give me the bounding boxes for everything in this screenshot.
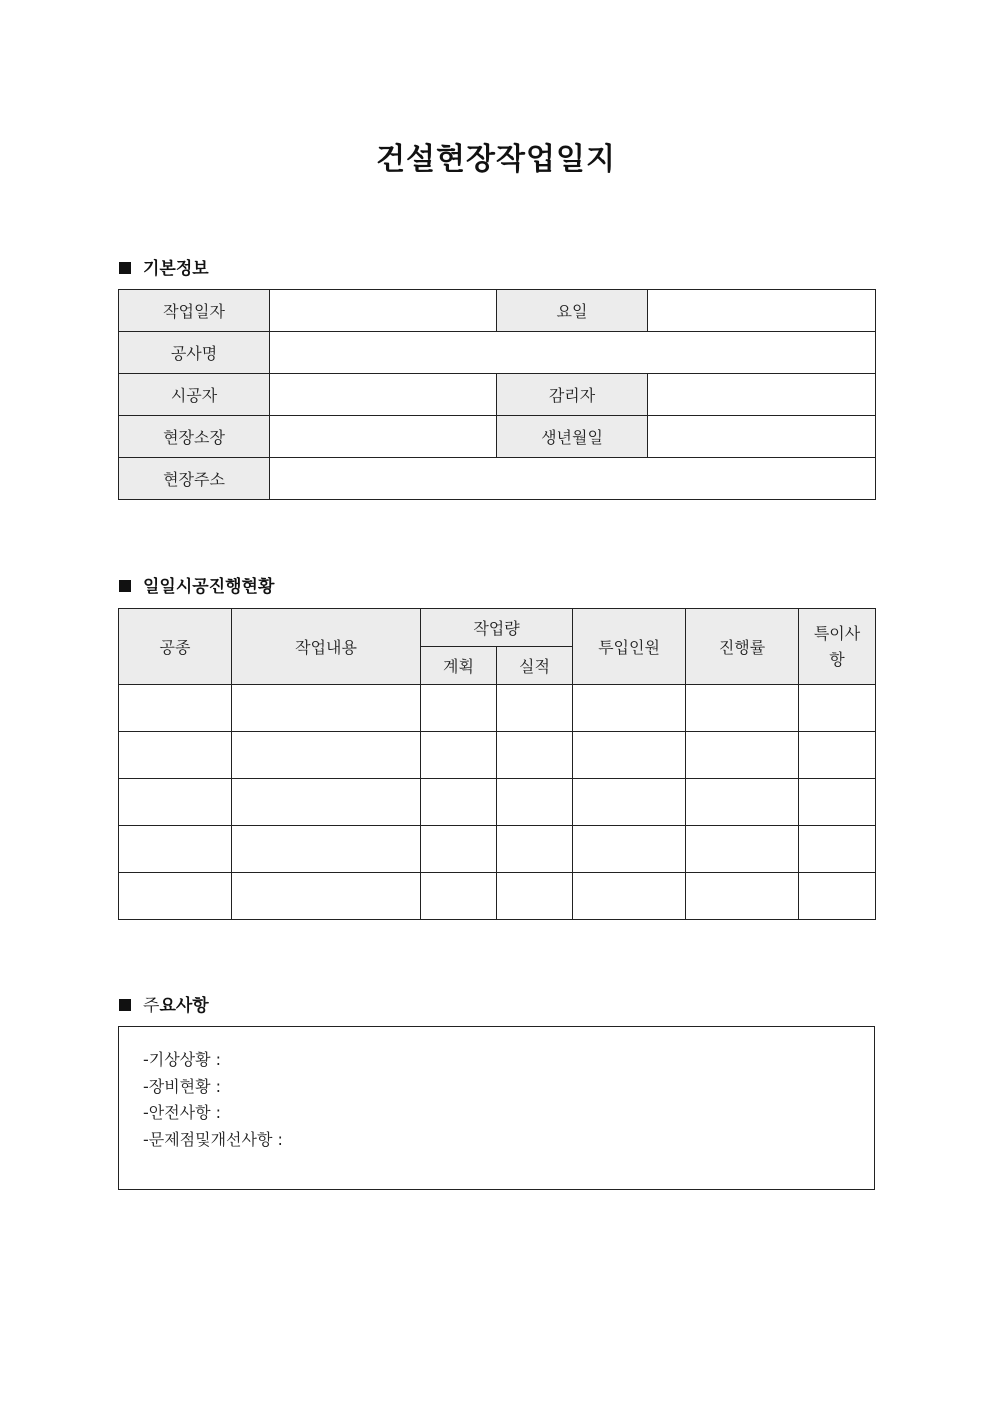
table-cell[interactable] (497, 826, 573, 873)
table-cell[interactable] (232, 779, 421, 826)
table-cell[interactable] (497, 732, 573, 779)
table-row (119, 732, 876, 779)
work-content-header: 작업내용 (232, 609, 421, 685)
actual-header: 실적 (497, 647, 573, 685)
table-cell[interactable] (232, 826, 421, 873)
table-cell[interactable] (119, 873, 232, 920)
manpower-header: 투입인원 (573, 609, 686, 685)
project-name-field[interactable] (270, 332, 876, 374)
table-row (119, 685, 876, 732)
work-date-field[interactable] (270, 290, 497, 332)
list-item: -장비현황 : (143, 1076, 222, 1096)
site-manager-field[interactable] (270, 416, 497, 458)
table-row (119, 416, 876, 458)
table-cell[interactable] (232, 873, 421, 920)
table-cell[interactable] (686, 826, 799, 873)
site-manager-label: 현장소장 (119, 416, 270, 458)
daily-progress-heading (119, 572, 274, 597)
table-cell[interactable] (119, 685, 232, 732)
table-cell[interactable] (119, 732, 232, 779)
weekday-label: 요일 (497, 290, 648, 332)
remarks-header-line2: 항 (829, 649, 845, 669)
project-name-label: 공사명 (119, 332, 270, 374)
table-cell[interactable] (119, 826, 232, 873)
table-header-row (119, 609, 876, 647)
work-quantity-header: 작업량 (421, 609, 573, 647)
document-title: 건설현장작업일지 (376, 142, 616, 177)
table-row (119, 873, 876, 920)
remarks-header (799, 609, 876, 685)
table-cell[interactable] (573, 685, 686, 732)
daily-progress-table (118, 608, 876, 920)
table-cell[interactable] (799, 779, 876, 826)
table-row (119, 332, 876, 374)
table-cell[interactable] (421, 873, 497, 920)
supervisor-field[interactable] (648, 374, 876, 416)
table-cell[interactable] (421, 732, 497, 779)
list-item: -안전사항 : (143, 1103, 222, 1122)
list-item: -기상상황 : (143, 1050, 222, 1069)
square-bullet-icon (119, 262, 131, 274)
notes-box[interactable] (118, 1026, 875, 1190)
remarks-header-line1: 특이사 (813, 623, 861, 643)
table-cell[interactable] (799, 732, 876, 779)
basic-info-heading (119, 254, 209, 279)
notes-list (119, 1027, 874, 1153)
list-item: -문제점및개선사항 : (143, 1129, 283, 1149)
site-address-field[interactable] (270, 458, 876, 500)
table-row (119, 826, 876, 873)
square-bullet-icon (119, 580, 131, 592)
table-cell[interactable] (686, 732, 799, 779)
birth-date-field[interactable] (648, 416, 876, 458)
table-cell[interactable] (573, 826, 686, 873)
square-bullet-icon (119, 999, 131, 1011)
table-cell[interactable] (799, 685, 876, 732)
supervisor-label: 감리자 (497, 374, 648, 416)
plan-header: 계획 (421, 647, 497, 685)
table-cell[interactable] (119, 779, 232, 826)
table-cell[interactable] (421, 685, 497, 732)
table-cell[interactable] (686, 873, 799, 920)
table-cell[interactable] (232, 685, 421, 732)
site-address-label: 현장주소 (119, 458, 270, 500)
table-cell[interactable] (573, 873, 686, 920)
work-date-label: 작업일자 (119, 290, 270, 332)
birth-date-label: 생년월일 (497, 416, 648, 458)
daily-progress-heading-text: 일일시공진행현황 (143, 577, 275, 597)
notes-heading (119, 991, 209, 1016)
table-cell[interactable] (497, 779, 573, 826)
contractor-label: 시공자 (119, 374, 270, 416)
notes-heading-text: 요사항 (159, 996, 209, 1016)
table-cell[interactable] (421, 779, 497, 826)
table-cell[interactable] (421, 826, 497, 873)
table-cell[interactable] (686, 779, 799, 826)
trade-header: 공종 (119, 609, 232, 685)
basic-info-heading-text: 기본정보 (143, 259, 209, 279)
contractor-field[interactable] (270, 374, 497, 416)
table-cell[interactable] (497, 685, 573, 732)
table-cell[interactable] (573, 732, 686, 779)
progress-rate-header: 진행률 (686, 609, 799, 685)
table-row (119, 779, 876, 826)
notes-heading-prefix: 주 (143, 996, 160, 1016)
basic-info-table (118, 289, 876, 500)
table-cell[interactable] (799, 826, 876, 873)
table-cell[interactable] (686, 685, 799, 732)
table-cell[interactable] (497, 873, 573, 920)
table-row (119, 458, 876, 500)
table-row (119, 290, 876, 332)
table-row (119, 374, 876, 416)
table-cell[interactable] (799, 873, 876, 920)
table-cell[interactable] (573, 779, 686, 826)
table-cell[interactable] (232, 732, 421, 779)
weekday-field[interactable] (648, 290, 876, 332)
